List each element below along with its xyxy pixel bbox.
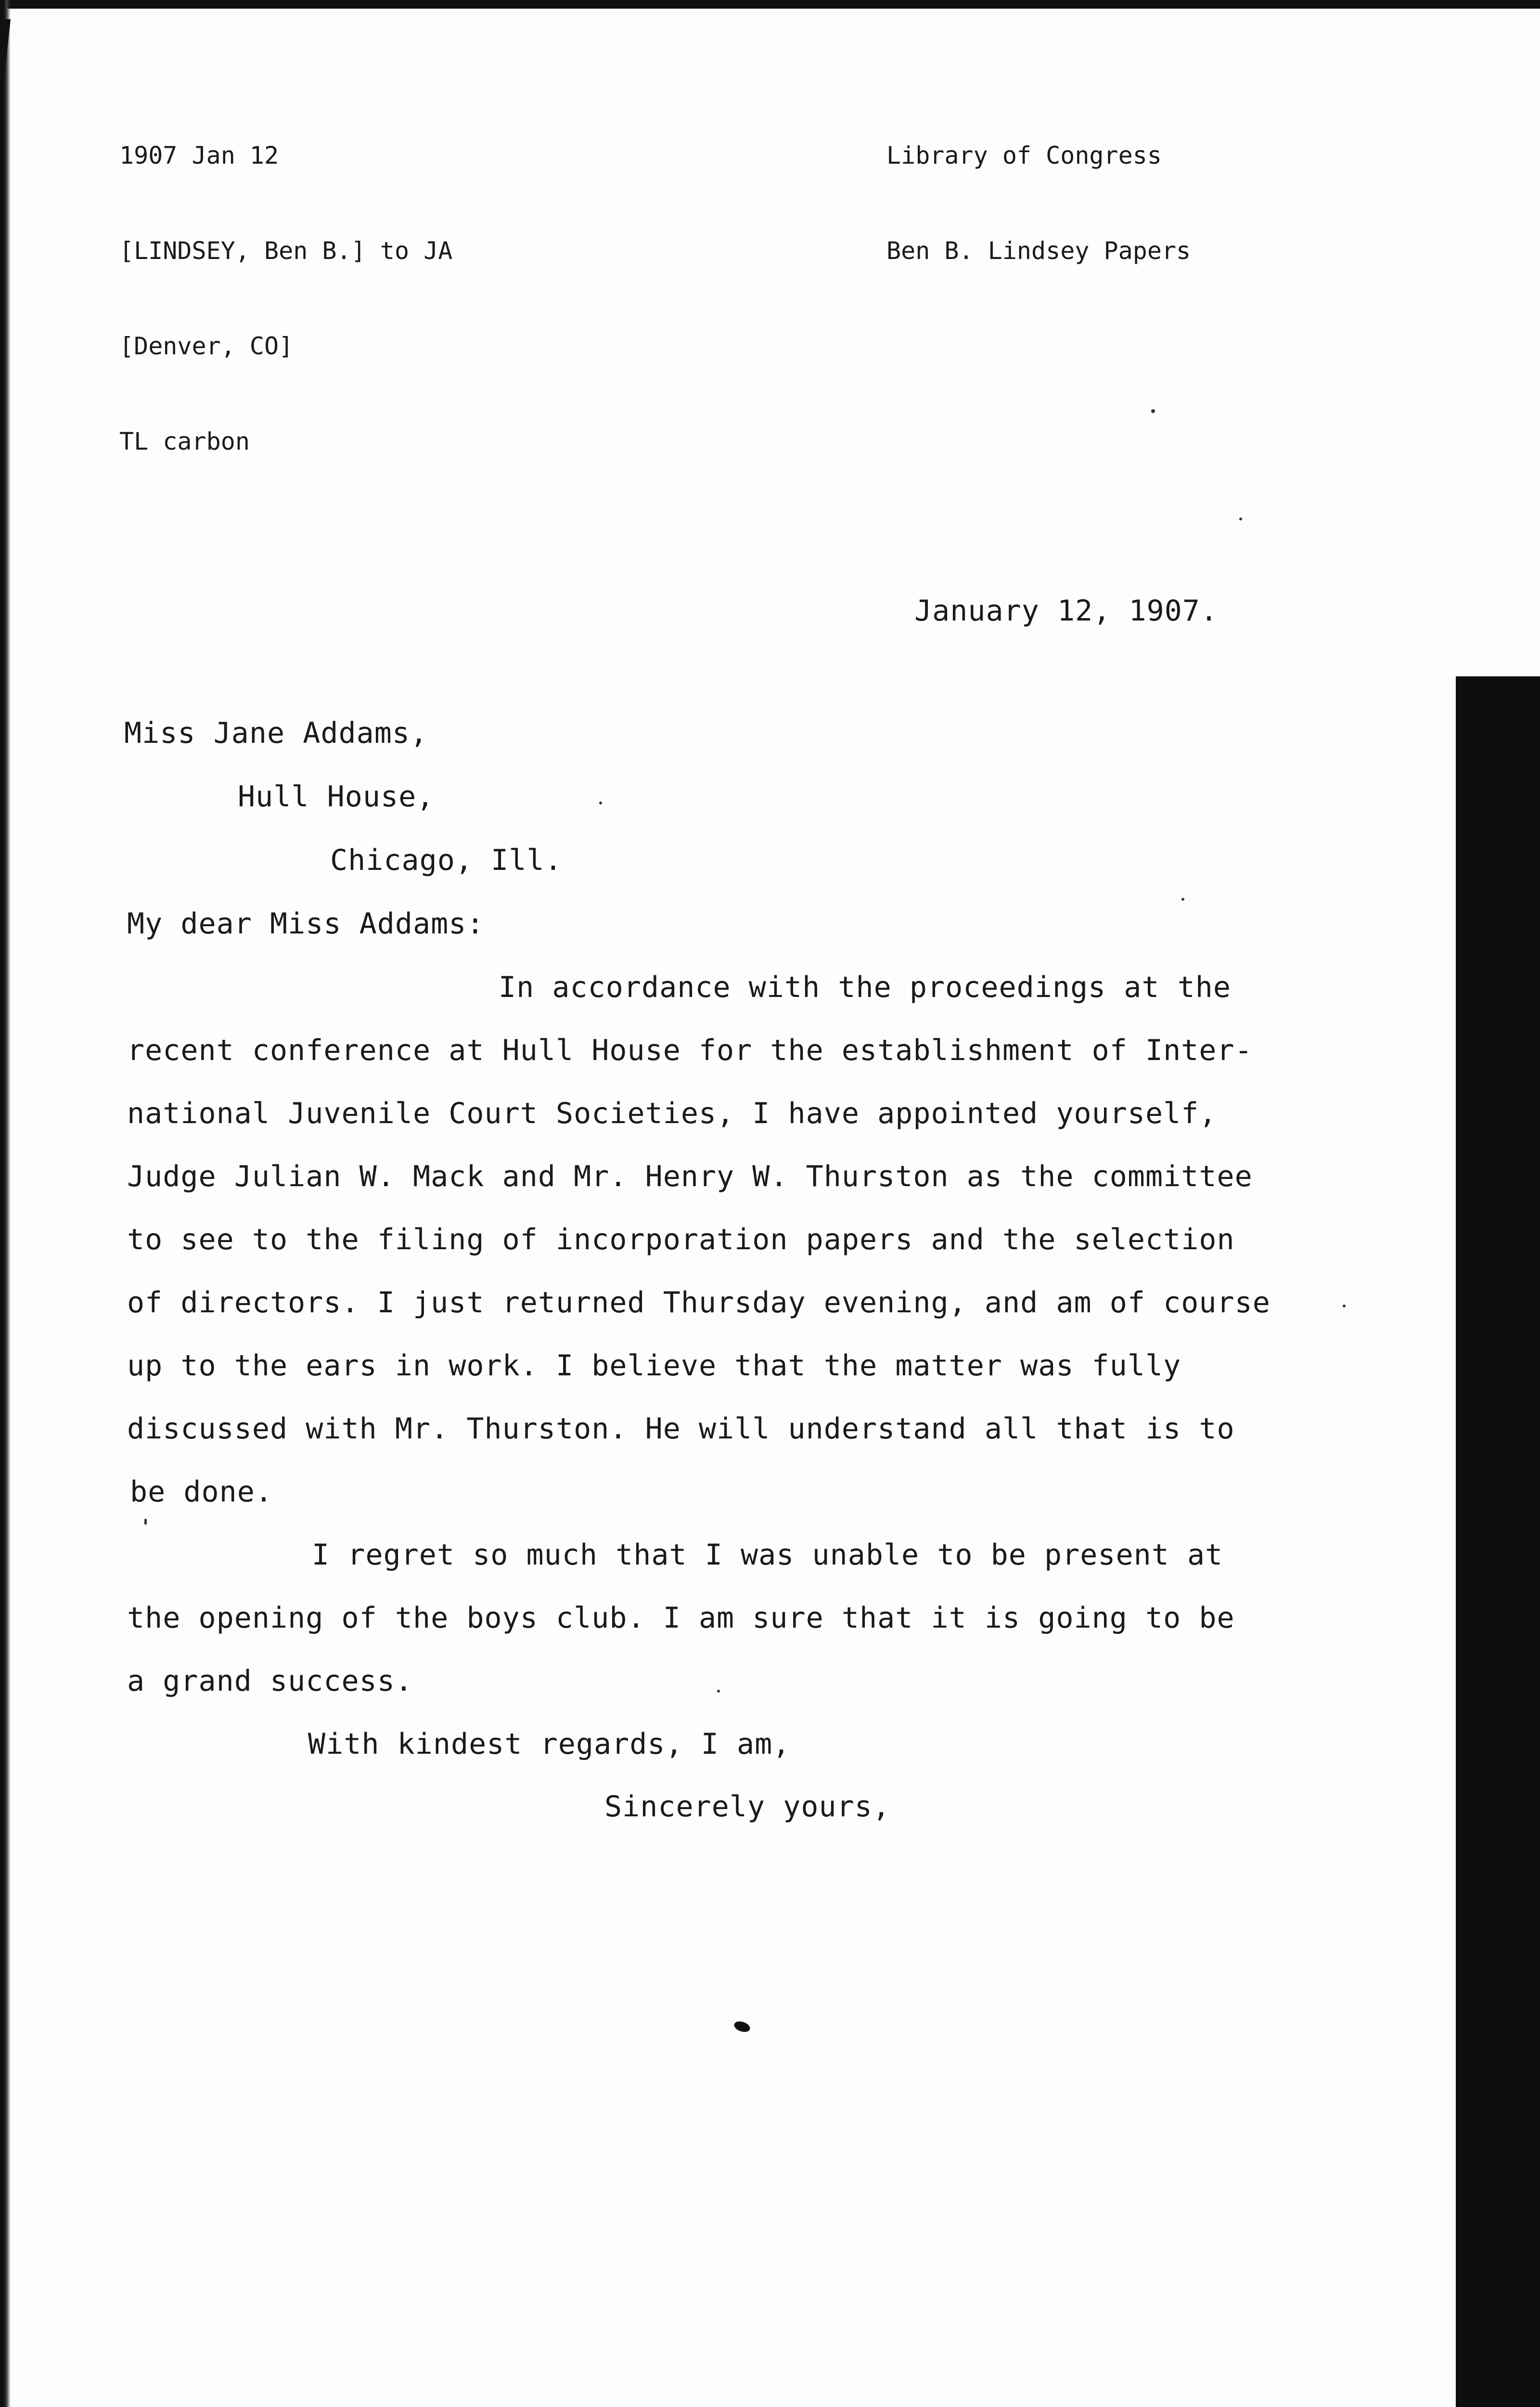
paragraph-1-line: of directors. I just returned Thursday evening, and am of course xyxy=(127,1286,1270,1320)
paragraph-1-line: recent conference at Hull House for the establishment of Inter- xyxy=(127,1034,1253,1067)
recipient-city: Chicago, Ill. xyxy=(330,843,563,877)
paragraph-1-line: be done. xyxy=(130,1475,273,1509)
recipient-street: Hull House, xyxy=(238,780,435,814)
salutation: My dear Miss Addams: xyxy=(127,907,485,941)
archive-repository: Library of Congress xyxy=(886,142,1162,169)
speck xyxy=(144,1519,147,1525)
paragraph-1-line: to see to the filing of incorporation papers and the selection xyxy=(127,1223,1235,1256)
ink-blot xyxy=(733,2019,752,2034)
archive-place: [Denver, CO] xyxy=(119,332,294,360)
paragraph-2-line: a grand success. xyxy=(127,1664,413,1698)
paragraph-2-line: the opening of the boys club. I am sure that it is going to be xyxy=(127,1601,1235,1635)
paragraph-1-line: up to the ears in work. I believe that the matter was fully xyxy=(127,1349,1181,1383)
archive-metadata-right xyxy=(886,76,1191,330)
letter-date: January 12, 1907. xyxy=(914,594,1219,628)
closing: Sincerely yours, xyxy=(604,1790,890,1824)
paragraph-2-line: I regret so much that I was unable to be present at xyxy=(312,1538,1223,1572)
speck xyxy=(1239,518,1242,520)
archive-collection: Ben B. Lindsey Papers xyxy=(886,237,1191,265)
scan-edge-top xyxy=(0,0,1540,9)
scan-edge-right xyxy=(1456,676,1540,2407)
paragraph-1-line: discussed with Mr. Thurston. He will understand all that is to xyxy=(127,1412,1235,1446)
archive-date: 1907 Jan 12 xyxy=(119,142,279,169)
paragraph-1-line: national Juvenile Court Societies, I have appointed yourself, xyxy=(127,1097,1217,1130)
speck xyxy=(599,802,602,804)
speck xyxy=(1343,1305,1346,1307)
paragraph-1-line: In accordance with the proceedings at the xyxy=(499,971,1232,1004)
scan-edge-left xyxy=(0,0,11,2407)
archive-metadata-left xyxy=(119,76,452,521)
archive-format: TL carbon xyxy=(119,427,250,455)
paragraph-1-line: Judge Julian W. Mack and Mr. Henry W. Thurston as the committee xyxy=(127,1160,1253,1193)
closing-regards: With kindest regards, I am, xyxy=(308,1727,791,1761)
archive-correspondents: [LINDSEY, Ben B.] to JA xyxy=(119,237,453,265)
scan-edge-notch xyxy=(0,19,11,116)
speck xyxy=(717,1690,720,1693)
recipient-name: Miss Jane Addams, xyxy=(124,716,428,750)
speck xyxy=(1181,898,1184,901)
speck xyxy=(1151,409,1155,413)
